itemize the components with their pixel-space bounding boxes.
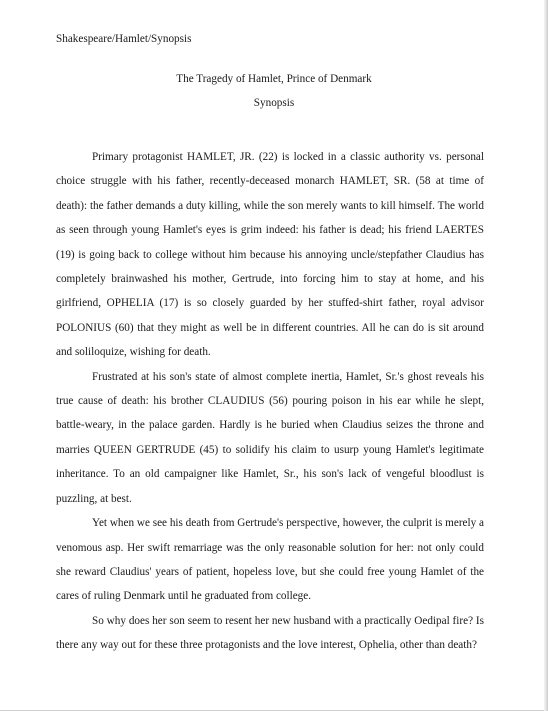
paragraph-3: Yet when we see his death from Gertrude's perspective, however, the culprit is merely a venomous asp. Her swift remarriage was the only reasonable solution for her: not only could she reward Claudius' years of patient, hopeless love, but she could free young Hamlet of the cares of ruling Denmark until he graduated from college. [56,517,484,603]
paragraph-1: Primary protagonist HAMLET, JR. (22) is locked in a classic authority vs. personal choice struggle with his father, recently-deceased monarch HAMLET, SR. (58 at time of death): the father demands a duty killing, while the son merely wants to kill himself. The world as seen through young Hamlet's eyes is grim indeed: his father is dead; his friend LAERTES (19) is going back to college without him because his annoying uncle/stepfather Claudius has completely brainwashed his mother, Gertrude, into forcing him to stay at home, and his girlfriend, OPHELIA (17) is so closely guarded by her stuffed-shirt father, royal advisor POLONIUS (60) that they might as well be in different countries. All he can do is sit around and soliloquize, wishing for death. [56,151,484,359]
page-edge-shadow [544,0,547,711]
paragraph-4: So why does her son seem to resent her new husband with a practically Oedipal fire? Is there any way out for these three protagonists and the love interest, Ophelia, other than death? [56,614,484,652]
running-head: Shakespeare/Hamlet/Synopsis [56,33,192,45]
document-subtitle: Synopsis [253,97,295,109]
paragraph-2: Frustrated at his son's state of almost complete inertia, Hamlet, Sr.'s ghost reveals his true cause of death: his brother CLAUDIUS (56) pouring poison in his ear while he slept, battle-weary, in the palace garden. Hardly is he buried when Claudius seizes the throne and marries QUEEN GERTRUDE (45) to solidify his claim to usurp young Hamlet's legitimate inheritance. To an old campaigner like Hamlet, Sr., his son's lack of vengeful bloodlust is puzzling, at best. [56,370,484,505]
document-body [56,145,484,658]
document-title: The Tragedy of Hamlet, Prince of Denmark [176,73,372,85]
